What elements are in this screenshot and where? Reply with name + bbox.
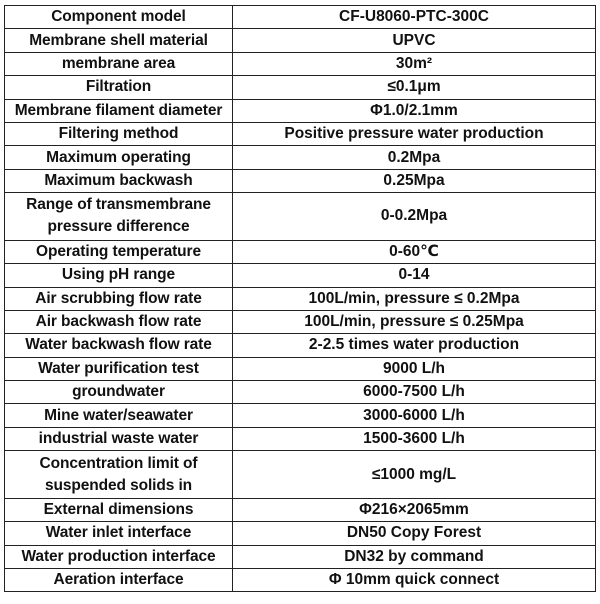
- row-value: ≤1000 mg/L: [233, 451, 596, 499]
- row-label: Water purification test: [5, 357, 233, 380]
- table-row: [5, 404, 596, 427]
- row-label: Air backwash flow rate: [5, 310, 233, 333]
- table-row: [5, 122, 596, 145]
- table-row: [5, 76, 596, 99]
- row-label: Water backwash flow rate: [5, 334, 233, 357]
- row-value: Φ 10mm quick connect: [233, 569, 596, 592]
- table-row: [5, 357, 596, 380]
- row-value: 0-60℃: [233, 240, 596, 263]
- row-label: External dimensions: [5, 498, 233, 521]
- table-row: [5, 522, 596, 545]
- row-label: Filtering method: [5, 122, 233, 145]
- row-value: 30m²: [233, 52, 596, 75]
- row-label: Air scrubbing flow rate: [5, 287, 233, 310]
- row-value: Φ1.0/2.1mm: [233, 99, 596, 122]
- table-row: [5, 334, 596, 357]
- row-value: ≤0.1μm: [233, 76, 596, 99]
- row-value: 100L/min, pressure ≤ 0.25Mpa: [233, 310, 596, 333]
- table-row: [5, 146, 596, 169]
- row-label: Water production interface: [5, 545, 233, 568]
- row-label: membrane area: [5, 52, 233, 75]
- row-value: 9000 L/h: [233, 357, 596, 380]
- table-row: [5, 264, 596, 287]
- row-value: 2-2.5 times water production: [233, 334, 596, 357]
- table-row: [5, 240, 596, 263]
- row-value: DN50 Copy Forest: [233, 522, 596, 545]
- table-row: [5, 52, 596, 75]
- table-row: [5, 427, 596, 450]
- row-label: Membrane filament diameter: [5, 99, 233, 122]
- row-value: 0-0.2Mpa: [233, 193, 596, 241]
- row-value: 0.25Mpa: [233, 169, 596, 192]
- row-label: Membrane shell material: [5, 29, 233, 52]
- table-row: [5, 381, 596, 404]
- row-label: groundwater: [5, 381, 233, 404]
- row-value: 6000-7500 L/h: [233, 381, 596, 404]
- row-label: Component model: [5, 6, 233, 29]
- row-label: Water inlet interface: [5, 522, 233, 545]
- row-label: industrial waste water: [5, 427, 233, 450]
- row-value: Positive pressure water production: [233, 122, 596, 145]
- row-value: 100L/min, pressure ≤ 0.2Mpa: [233, 287, 596, 310]
- table-row: [5, 29, 596, 52]
- row-label: Aeration interface: [5, 569, 233, 592]
- table-row: [5, 545, 596, 568]
- table-row: [5, 99, 596, 122]
- row-value: CF-U8060-PTC-300C: [233, 6, 596, 29]
- table-row: [5, 451, 596, 499]
- row-value: Φ216×2065mm: [233, 498, 596, 521]
- row-label: Maximum backwash: [5, 169, 233, 192]
- row-value: UPVC: [233, 29, 596, 52]
- table-row: [5, 569, 596, 592]
- row-label: Maximum operating: [5, 146, 233, 169]
- spec-table: [4, 5, 596, 592]
- row-label: Mine water/seawater: [5, 404, 233, 427]
- table-row: [5, 310, 596, 333]
- row-value: DN32 by command: [233, 545, 596, 568]
- row-label: Filtration: [5, 76, 233, 99]
- table-row: [5, 193, 596, 241]
- row-label: Range of transmembrane pressure difference: [5, 193, 233, 241]
- row-label: Operating temperature: [5, 240, 233, 263]
- row-value: 0-14: [233, 264, 596, 287]
- table-row: [5, 169, 596, 192]
- row-value: 3000-6000 L/h: [233, 404, 596, 427]
- row-label: Concentration limit of suspended solids in: [5, 451, 233, 499]
- row-value: 0.2Mpa: [233, 146, 596, 169]
- table-row: [5, 498, 596, 521]
- row-label: Using pH range: [5, 264, 233, 287]
- row-value: 1500-3600 L/h: [233, 427, 596, 450]
- table-row: [5, 6, 596, 29]
- table-row: [5, 287, 596, 310]
